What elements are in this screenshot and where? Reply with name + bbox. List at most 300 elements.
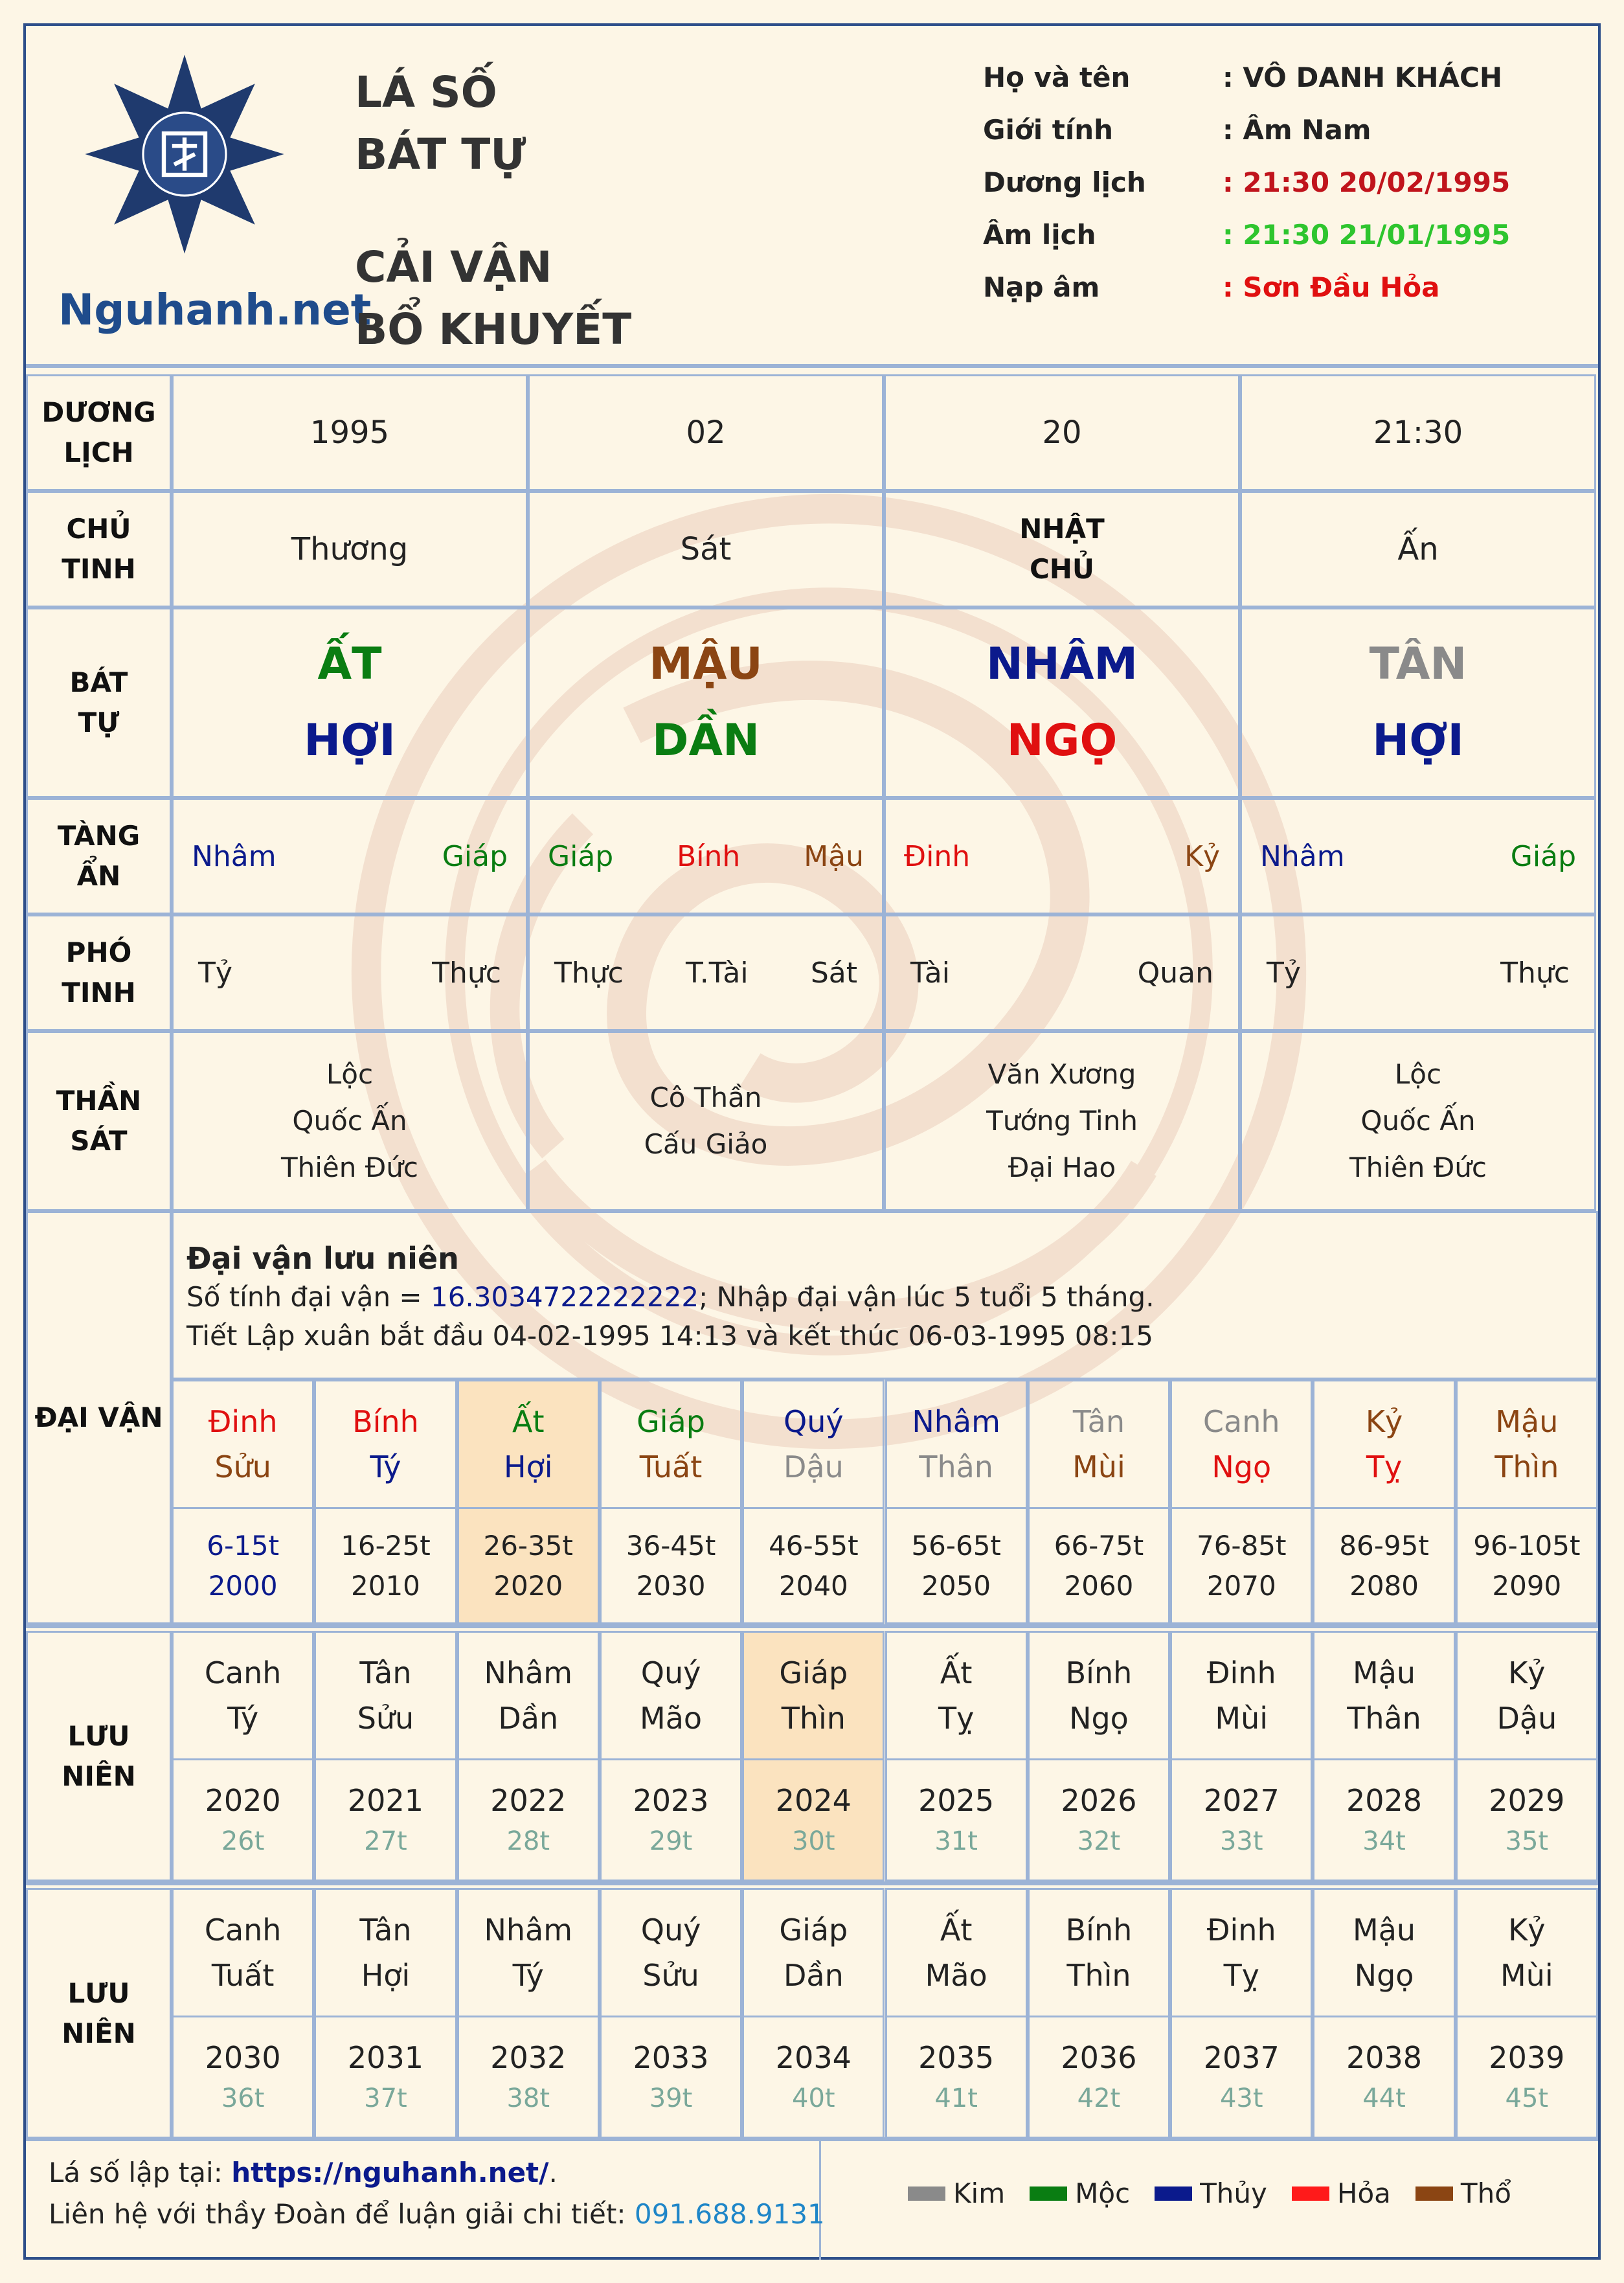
luu-nien-can: Ất (940, 1913, 973, 1948)
luu-nien-pillar (1170, 1631, 1313, 1760)
dai-van-age: 56-65t (911, 1529, 1001, 1562)
luu-nien-can: Giáp (779, 1655, 848, 1690)
dai-van-chi: Dậu (783, 1449, 844, 1484)
info-row (983, 166, 1566, 212)
legend-label: Thủy (1200, 2177, 1267, 2209)
luu-nien-year: 2024 (775, 1783, 851, 1818)
luu-nien-pillar (314, 1888, 457, 2017)
luu-nien-year-cell (742, 1758, 885, 1881)
row-label-line: NIÊN (62, 2017, 136, 2049)
luu-nien-year-cell (457, 1758, 600, 1881)
dai-van-can: Ất (512, 1404, 545, 1439)
tang-an-item: Giáp (548, 839, 614, 873)
than-sat-item: Quốc Ấn (1360, 1105, 1476, 1137)
luu-nien-pillar (1028, 1888, 1170, 2017)
tang-an-item: Đinh (904, 839, 971, 873)
info-label: Âm lịch (983, 219, 1096, 251)
luu-nien-pillar (885, 1888, 1028, 2017)
dai-van-age-cell (457, 1507, 600, 1624)
chu-tinh-cell (884, 491, 1240, 608)
title-line: LÁ SỐ (355, 67, 497, 117)
luu-nien-can: Kỷ (1508, 1913, 1546, 1948)
logo-star-icon (81, 51, 288, 258)
than-sat-item: Cô Thần (649, 1082, 762, 1113)
thien-can: TÂN (1369, 639, 1467, 690)
dai-van-age-cell (742, 1507, 885, 1624)
footer-line2-prefix: Liên hệ với thầy Đoàn để luận giải chi tiết: (49, 2198, 635, 2230)
row-label-line: CHỦ (66, 513, 131, 545)
dai-van-chi: Thân (919, 1449, 993, 1484)
luu-nien-pillar (600, 1888, 742, 2017)
dai-van-title: Đại vận lưu niên (186, 1241, 459, 1276)
info-label: Giới tính (983, 114, 1114, 146)
row-label-tang-an (26, 798, 172, 914)
luu-nien-year-cell (1313, 2016, 1455, 2139)
than-sat-item: Thiên Đức (1349, 1152, 1487, 1183)
row-label-line: TINH (62, 977, 136, 1008)
dai-van-age: 76-85t (1196, 1529, 1287, 1562)
info-value: : 21:30 20/02/1995 (1223, 166, 1511, 198)
luu-nien-age: 40t (792, 2084, 835, 2113)
luu-nien-age: 35t (1505, 1826, 1549, 1856)
luu-nien-chi: Tý (227, 1701, 259, 1736)
pho-tinh-cell (1240, 914, 1596, 1031)
info-row (983, 219, 1566, 264)
dai-van-line1-prefix: Số tính đại vận = (186, 1281, 431, 1313)
luu-nien-age: 43t (1219, 2084, 1263, 2113)
luu-nien-pillar (742, 1631, 885, 1760)
luu-nien-chi: Ngọ (1354, 1958, 1414, 1993)
dai-van-chi: Tỵ (1366, 1449, 1403, 1484)
luu-nien-year: 2027 (1203, 1783, 1280, 1818)
dai-van-age-cell (885, 1507, 1028, 1624)
dai-van-can: Nhâm (912, 1404, 1000, 1439)
luu-nien-chi: Mão (925, 1958, 987, 1993)
luu-nien-pillar (1028, 1631, 1170, 1760)
luu-nien-year-cell (1028, 2016, 1170, 2139)
nhat-chu-label: CHỦ (1029, 553, 1095, 585)
luu-nien-can: Kỷ (1508, 1655, 1546, 1690)
dai-van-chi: Thìn (1494, 1449, 1559, 1484)
tang-an-item: Nhâm (1260, 839, 1345, 873)
dai-van-can: Quý (784, 1404, 844, 1439)
luu-nien-chi: Thìn (1066, 1958, 1131, 1993)
element-legend (908, 2177, 1511, 2209)
luu-nien-age: 26t (221, 1826, 265, 1856)
pho-tinh-item: Thực (554, 956, 624, 990)
row-label-line: SÁT (70, 1125, 128, 1157)
dia-chi: HỢI (1372, 715, 1464, 766)
luu-nien-can: Bính (1065, 1913, 1133, 1948)
luu-nien-chi: Mùi (1500, 1958, 1553, 1993)
dai-van-can: Đinh (208, 1404, 278, 1439)
luu-nien-age: 41t (934, 2084, 978, 2113)
luu-nien-can: Mậu (1353, 1913, 1416, 1948)
pho-tinh-cell (528, 914, 884, 1031)
luu-nien-chi: Tý (512, 1958, 544, 1993)
dai-van-age-cell (600, 1507, 742, 1624)
luu-nien-year: 2030 (205, 2040, 281, 2075)
chu-tinh-value: Sát (680, 531, 732, 567)
luu-nien-year: 2028 (1346, 1783, 1423, 1818)
tang-an-cell (1240, 798, 1596, 914)
dai-van-pillar (314, 1380, 457, 1509)
legend-item (908, 2177, 1005, 2209)
luu-nien-year-cell (1170, 2016, 1313, 2139)
luu-nien-can: Tân (359, 1655, 412, 1690)
luu-nien-year: 2029 (1489, 1783, 1565, 1818)
dai-van-chi: Mùi (1072, 1449, 1125, 1484)
luu-nien-can: Canh (204, 1913, 282, 1948)
dia-chi: NGỌ (1006, 715, 1118, 766)
info-label: Dương lịch (983, 166, 1146, 198)
dai-van-chi: Tuất (639, 1449, 703, 1484)
luu-nien-year-cell (885, 2016, 1028, 2139)
dia-chi: DẦN (652, 715, 760, 766)
luu-nien-pillar (457, 1888, 600, 2017)
dai-van-can: Tân (1072, 1404, 1125, 1439)
legend-item (1030, 2177, 1130, 2209)
row-label-line: THẦN (56, 1085, 142, 1117)
luu-nien-pillar (1313, 1888, 1455, 2017)
luu-nien-year: 2035 (918, 2040, 995, 2075)
info-row (983, 62, 1566, 107)
luu-nien-can: Ất (940, 1655, 973, 1690)
footer-line1 (49, 2157, 558, 2188)
section-divider (26, 1881, 1598, 1885)
luu-nien-year: 2037 (1203, 2040, 1280, 2075)
logo-text[interactable]: Nguhanh.net (58, 285, 372, 335)
tang-an-item: Giáp (442, 839, 508, 873)
luu-nien-can: Tân (359, 1913, 412, 1948)
legend-swatch-icon (1155, 2186, 1192, 2201)
luu-nien-year-cell (1313, 1758, 1455, 1881)
dai-van-age: 66-75t (1054, 1529, 1144, 1562)
row-label-luu-nien (26, 1631, 172, 1881)
tang-an-cell (528, 798, 884, 914)
dai-van-pillar (600, 1380, 742, 1509)
info-label: Nạp âm (983, 271, 1100, 303)
luu-nien-year: 2031 (347, 2040, 423, 2075)
luu-nien-chi: Tỵ (1223, 1958, 1259, 1993)
legend-swatch-icon (1030, 2186, 1067, 2201)
dai-van-age: 86-95t (1339, 1529, 1429, 1562)
than-sat-item: Quốc Ấn (292, 1105, 407, 1137)
row-label-line: TỰ (78, 707, 120, 738)
tang-an-item: Nhâm (192, 839, 276, 873)
luu-nien-chi: Sửu (642, 1958, 699, 1993)
luu-nien-age: 31t (934, 1826, 978, 1856)
bat-tu-pillar (1240, 608, 1596, 798)
legend-swatch-icon (908, 2186, 945, 2201)
luu-nien-pillar (600, 1631, 742, 1760)
chu-tinh-cell (528, 491, 884, 608)
tang-an-item: Mậu (804, 839, 864, 873)
duong-lich-value: 21:30 (1373, 415, 1463, 451)
luu-nien-age: 30t (792, 1826, 835, 1856)
luu-nien-pillar (457, 1631, 600, 1760)
footer-link[interactable]: https://nguhanh.net/ (231, 2157, 549, 2188)
dai-van-year: 2010 (351, 1569, 420, 1602)
than-sat-cell (528, 1031, 884, 1211)
row-label-line: ĐẠI VẬN (34, 1402, 163, 1433)
row-label-line: TINH (62, 553, 136, 585)
dai-van-age: 6-15t (207, 1529, 280, 1562)
luu-nien-year: 2021 (347, 1783, 423, 1818)
chu-tinh-cell (1240, 491, 1596, 608)
luu-nien-can: Đinh (1206, 1913, 1276, 1948)
title-block (355, 62, 631, 361)
info-label: Họ và tên (983, 62, 1131, 93)
luu-nien-age: 37t (364, 2084, 407, 2113)
duong-lich-value: 02 (686, 415, 726, 451)
dai-van-age-cell (1028, 1507, 1170, 1624)
info-value: : 21:30 21/01/1995 (1223, 219, 1511, 251)
than-sat-item: Tướng Tinh (986, 1105, 1138, 1137)
info-value: : Sơn Đầu Hỏa (1223, 271, 1440, 303)
luu-nien-can: Bính (1065, 1655, 1133, 1690)
dai-van-year: 2070 (1206, 1569, 1276, 1602)
luu-nien-age: 32t (1077, 1826, 1121, 1856)
dai-van-year: 2040 (778, 1569, 848, 1602)
dai-van-pillar (457, 1380, 600, 1509)
than-sat-item: Lộc (1394, 1058, 1442, 1090)
than-sat-cell (1240, 1031, 1596, 1211)
luu-nien-chi: Thân (1347, 1701, 1421, 1736)
dai-van-line1 (186, 1278, 1596, 1317)
luu-nien-year-cell (314, 1758, 457, 1881)
info-row (983, 271, 1566, 317)
luu-nien-can: Mậu (1353, 1655, 1416, 1690)
dai-van-age: 46-55t (769, 1529, 859, 1562)
row-label-line: LƯU (67, 1977, 130, 2009)
pho-tinh-item: Tỷ (198, 956, 232, 990)
footer-line1-suffix: . (548, 2157, 558, 2188)
luu-nien-year-cell (1456, 2016, 1598, 2139)
dai-van-pillar (742, 1380, 885, 1509)
dai-van-can: Giáp (637, 1404, 705, 1439)
dai-van-age: 96-105t (1473, 1529, 1581, 1562)
dai-van-pillar (1456, 1380, 1598, 1509)
luu-nien-can: Quý (640, 1655, 701, 1690)
dai-van-can: Kỷ (1365, 1404, 1403, 1439)
luu-nien-year-cell (600, 2016, 742, 2139)
luu-nien-can: Nhâm (484, 1913, 573, 1948)
luu-nien-year: 2020 (205, 1783, 281, 1818)
dai-van-year: 2090 (1492, 1569, 1562, 1602)
luu-nien-age: 44t (1362, 2084, 1406, 2113)
dai-van-chi: Tý (370, 1449, 401, 1484)
luu-nien-age: 39t (649, 2084, 693, 2113)
thien-can: NHÂM (986, 639, 1138, 690)
info-value: : Âm Nam (1223, 114, 1371, 146)
dai-van-pillar (172, 1380, 314, 1509)
luu-nien-chi: Sửu (357, 1701, 414, 1736)
luu-nien-chi: Dần (498, 1701, 559, 1736)
luu-nien-chi: Tuất (211, 1958, 275, 1993)
luu-nien-year-cell (885, 1758, 1028, 1881)
luu-nien-year: 2025 (918, 1783, 995, 1818)
luu-nien-year: 2034 (775, 2040, 851, 2075)
pho-tinh-item: T.Tài (686, 956, 749, 990)
row-label-dai-van (26, 1211, 172, 1624)
luu-nien-chi: Dần (783, 1958, 844, 1993)
than-sat-item: Lộc (326, 1058, 374, 1090)
luu-nien-pillar (1456, 1888, 1598, 2017)
dia-chi: HỢI (304, 715, 396, 766)
than-sat-cell (172, 1031, 528, 1211)
luu-nien-age: 33t (1219, 1826, 1263, 1856)
legend-label: Thổ (1460, 2177, 1511, 2209)
duong-lich-cell (1240, 374, 1596, 491)
tang-an-item: Kỷ (1184, 839, 1220, 873)
luu-nien-age: 38t (506, 2084, 550, 2113)
pho-tinh-item: Thực (432, 956, 501, 990)
row-label-line: TÀNG (57, 820, 141, 852)
dai-van-age: 16-25t (341, 1529, 431, 1562)
pho-tinh-item: Tỷ (1267, 956, 1301, 990)
footer-divider (26, 2137, 1598, 2141)
dai-van-age-cell (314, 1507, 457, 1624)
dai-van-age: 26-35t (483, 1529, 573, 1562)
pho-tinh-cell (172, 914, 528, 1031)
bat-tu-pillar (884, 608, 1240, 798)
dai-van-pillar (1028, 1380, 1170, 1509)
row-label-luu-nien (26, 1888, 172, 2139)
luu-nien-pillar (172, 1631, 314, 1760)
than-sat-item: Cấu Giảo (644, 1128, 768, 1160)
row-label-bat-tu (26, 608, 172, 798)
luu-nien-pillar (172, 1888, 314, 2017)
bat-tu-pillar (528, 608, 884, 798)
row-label-than-sat (26, 1031, 172, 1211)
duong-lich-cell (884, 374, 1240, 491)
luu-nien-chi: Tỵ (938, 1701, 975, 1736)
legend-item (1415, 2177, 1511, 2209)
than-sat-cell (884, 1031, 1240, 1211)
legend-label: Hỏa (1336, 2177, 1391, 2209)
luu-nien-chi: Dậu (1496, 1701, 1557, 1736)
duong-lich-value: 20 (1042, 415, 1082, 451)
luu-nien-year-cell (314, 2016, 457, 2139)
luu-nien-chi: Thìn (781, 1701, 846, 1736)
bat-tu-pillar (172, 608, 528, 798)
dai-van-header (172, 1211, 1598, 1380)
pho-tinh-item: Thực (1500, 956, 1570, 990)
tang-an-item: Bính (677, 839, 741, 873)
luu-nien-pillar (742, 1888, 885, 2017)
pho-tinh-item: Sát (810, 956, 857, 990)
nhat-chu-label: NHẬT (1019, 513, 1105, 545)
header-divider (26, 364, 1598, 368)
footer-line1-prefix: Lá số lập tại: (49, 2157, 232, 2188)
luu-nien-pillar (314, 1631, 457, 1760)
luu-nien-age: 29t (649, 1826, 693, 1856)
row-label-line: ẨN (76, 860, 121, 892)
dai-van-can: Mậu (1495, 1404, 1559, 1439)
chu-tinh-value: Ấn (1397, 531, 1439, 567)
luu-nien-year: 2033 (633, 2040, 709, 2075)
section-divider (26, 1624, 1598, 1628)
dai-van-year: 2060 (1064, 1569, 1134, 1602)
dai-van-age-cell (1313, 1507, 1455, 1624)
chu-tinh-value: Thương (291, 531, 409, 567)
info-row (983, 114, 1566, 159)
legend-item (1155, 2177, 1267, 2209)
than-sat-item: Đại Hao (1008, 1152, 1116, 1183)
footer-phone[interactable]: 091.688.9131 (634, 2198, 825, 2230)
dai-van-pillar (885, 1380, 1028, 1509)
dai-van-year: 2050 (921, 1569, 991, 1602)
row-label-line: LƯU (67, 1720, 130, 1752)
thien-can: MẬU (649, 639, 763, 690)
luu-nien-year: 2039 (1489, 2040, 1565, 2075)
row-label-duong-lich (26, 374, 172, 491)
tang-an-cell (172, 798, 528, 914)
than-sat-item: Thiên Đức (280, 1152, 418, 1183)
luu-nien-chi: Hợi (361, 1958, 411, 1993)
dai-van-year: 2030 (636, 1569, 706, 1602)
dai-van-chi: Hợi (503, 1449, 553, 1484)
row-label-pho-tinh (26, 914, 172, 1031)
title-line: BỔ KHUYẾT (355, 304, 632, 354)
luu-nien-year: 2036 (1061, 2040, 1137, 2075)
luu-nien-age: 36t (221, 2084, 265, 2113)
row-label-chu-tinh (26, 491, 172, 608)
legend-label: Kim (953, 2177, 1006, 2209)
dai-van-age: 36-45t (626, 1529, 716, 1562)
row-label-line: PHÓ (65, 937, 132, 968)
dai-van-year: 2000 (208, 1569, 278, 1602)
luu-nien-can: Canh (204, 1655, 282, 1690)
luu-nien-year-cell (1028, 1758, 1170, 1881)
luu-nien-year: 2022 (490, 1783, 567, 1818)
title-line: CẢI VẬN (355, 242, 552, 292)
dai-van-pillar (1313, 1380, 1455, 1509)
luu-nien-year-cell (172, 1758, 314, 1881)
luu-nien-age: 28t (506, 1826, 550, 1856)
dai-van-can: Canh (1202, 1404, 1280, 1439)
dai-van-year: 2020 (493, 1569, 563, 1602)
dai-van-chi: Sửu (214, 1449, 271, 1484)
luu-nien-age: 42t (1077, 2084, 1121, 2113)
dai-van-chi: Ngọ (1212, 1449, 1272, 1484)
title-line: BÁT TỰ (355, 130, 526, 179)
dai-van-year: 2080 (1349, 1569, 1419, 1602)
duong-lich-value: 1995 (310, 415, 390, 451)
than-sat-item: Văn Xương (987, 1058, 1136, 1090)
luu-nien-chi: Mão (640, 1701, 703, 1736)
luu-nien-year: 2032 (490, 2040, 567, 2075)
legend-item (1292, 2177, 1391, 2209)
luu-nien-year: 2026 (1061, 1783, 1137, 1818)
pho-tinh-item: Quan (1137, 956, 1213, 990)
dai-van-number: 16.3034722222222 (430, 1281, 699, 1313)
luu-nien-chi: Ngọ (1069, 1701, 1129, 1736)
legend-label: Mộc (1075, 2177, 1131, 2209)
luu-nien-can: Giáp (779, 1913, 848, 1948)
tang-an-cell (884, 798, 1240, 914)
dai-van-pillar (1170, 1380, 1313, 1509)
chu-tinh-cell (172, 491, 528, 608)
luu-nien-year-cell (1456, 1758, 1598, 1881)
luu-nien-year: 2023 (633, 1783, 709, 1818)
row-label-line: NIÊN (62, 1760, 136, 1792)
luu-nien-year-cell (457, 2016, 600, 2139)
dai-van-age-cell (172, 1507, 314, 1624)
luu-nien-year-cell (1170, 1758, 1313, 1881)
dai-van-line1-suffix: ; Nhập đại vận lúc 5 tuổi 5 tháng. (699, 1281, 1155, 1313)
